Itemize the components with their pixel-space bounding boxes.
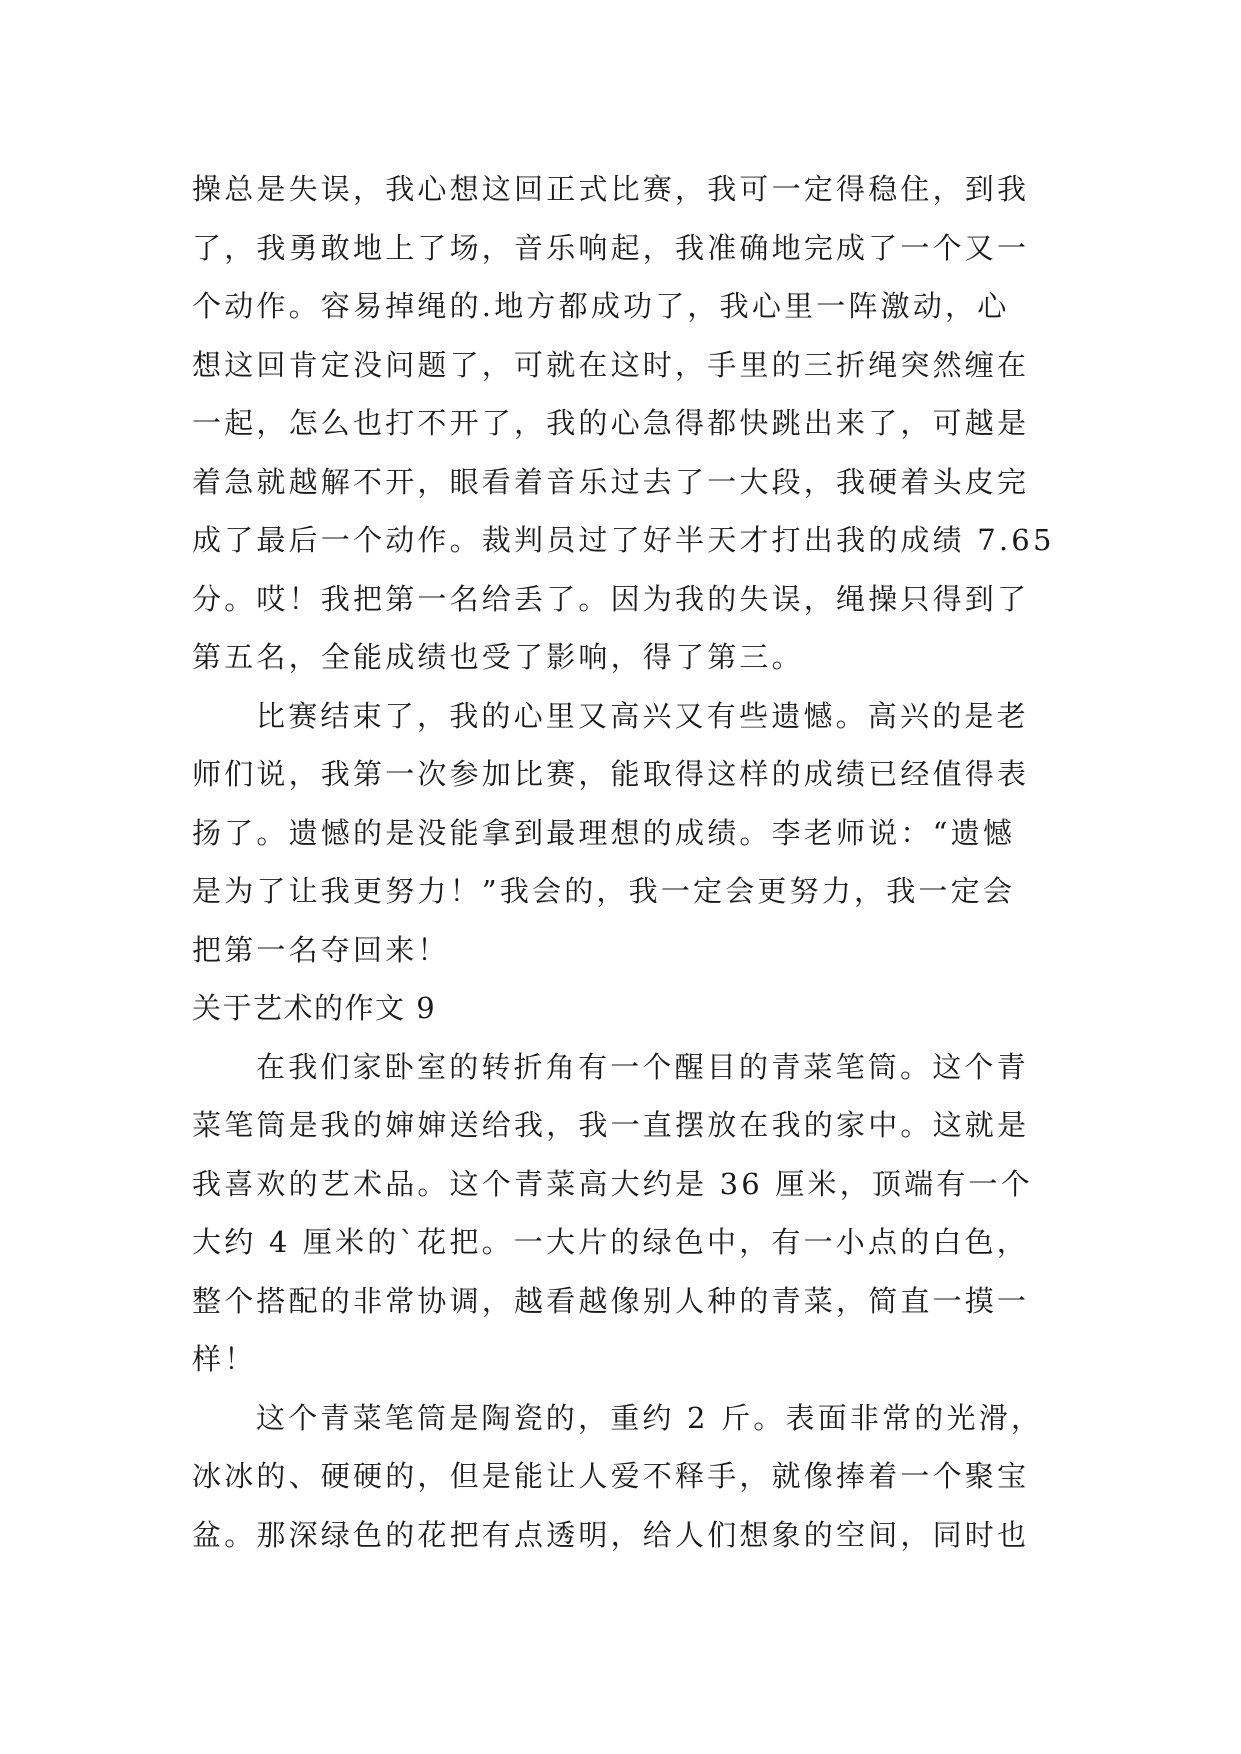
text-line: 菜笔筒是我的婶婶送给我，我一直摆放在我的家中。这就是: [192, 1108, 1030, 1142]
text-line: 了，我勇敢地上了场，音乐响起，我准确地完成了一个又一: [192, 230, 1030, 265]
text-line: 样！: [192, 1342, 257, 1376]
text-line: 分。哎！我把第一名给丢了。因为我的失误，绳操只得到了: [192, 581, 1030, 616]
document-body: [192, 160, 1054, 1564]
text-line: 是为了让我更努力！”我会的，我一定会更努力，我一定会: [192, 874, 1016, 908]
text-line: 整个搭配的非常协调，越看越像别人种的青菜，简直一摸一: [192, 1283, 1030, 1318]
text-line: 个动作。容易掉绳的.地方都成功了，我心里一阵激动，心: [192, 289, 1010, 323]
text-line: 想这回肯定没问题了，可就在这时，手里的三折绳突然缠在: [192, 347, 1030, 382]
text-line: 扬了。遗憾的是没能拿到最理想的成绩。李老师说：“遗憾: [192, 815, 1016, 850]
text-line: 第五名，全能成绩也受了影响，得了第三。: [192, 640, 804, 674]
text-line: 盆。那深绿色的花把有点透明，给人们想象的空间，同时也: [192, 1517, 1030, 1552]
paragraph-start-line: 在我们家卧室的转折角有一个醒目的青菜笔筒。这个青: [256, 1049, 1029, 1084]
text-line: 师们说，我第一次参加比赛，能取得这样的成绩已经值得表: [192, 757, 1030, 791]
text-line: 一起，怎么也打不开了，我的心急得都快跳出来了，可越是: [192, 406, 1030, 440]
paragraph-start-line: 这个青菜笔筒是陶瓷的，重约 2 斤。表面非常的光滑，: [256, 1400, 1044, 1435]
text-line: 成了最后一个动作。裁判员过了好半天才打出我的成绩 7.65: [192, 523, 1055, 557]
text-line: 着急就越解不开，眼看着音乐过去了一大段，我硬着头皮完: [192, 464, 1030, 499]
paragraph-start-line: 比赛结束了，我的心里又高兴又有些遗憾。高兴的是老: [256, 698, 1029, 733]
text-line: 把第一名夺回来！: [192, 932, 450, 967]
text-line: 大约 4 厘米的`花把。一大片的绿色中，有一小点的白色，: [192, 1225, 1029, 1259]
text-line: 我喜欢的艺术品。这个青菜高大约是 36 厘米，顶端有一个: [192, 1166, 1033, 1201]
text-line: 冰冰的、硬硬的，但是能让人爱不释手，就像捧着一个聚宝: [192, 1459, 1030, 1493]
text-line: 操总是失误，我心想这回正式比赛，我可一定得稳住，到我: [192, 172, 1030, 206]
section-heading: 关于艺术的作文 9: [192, 991, 437, 1025]
